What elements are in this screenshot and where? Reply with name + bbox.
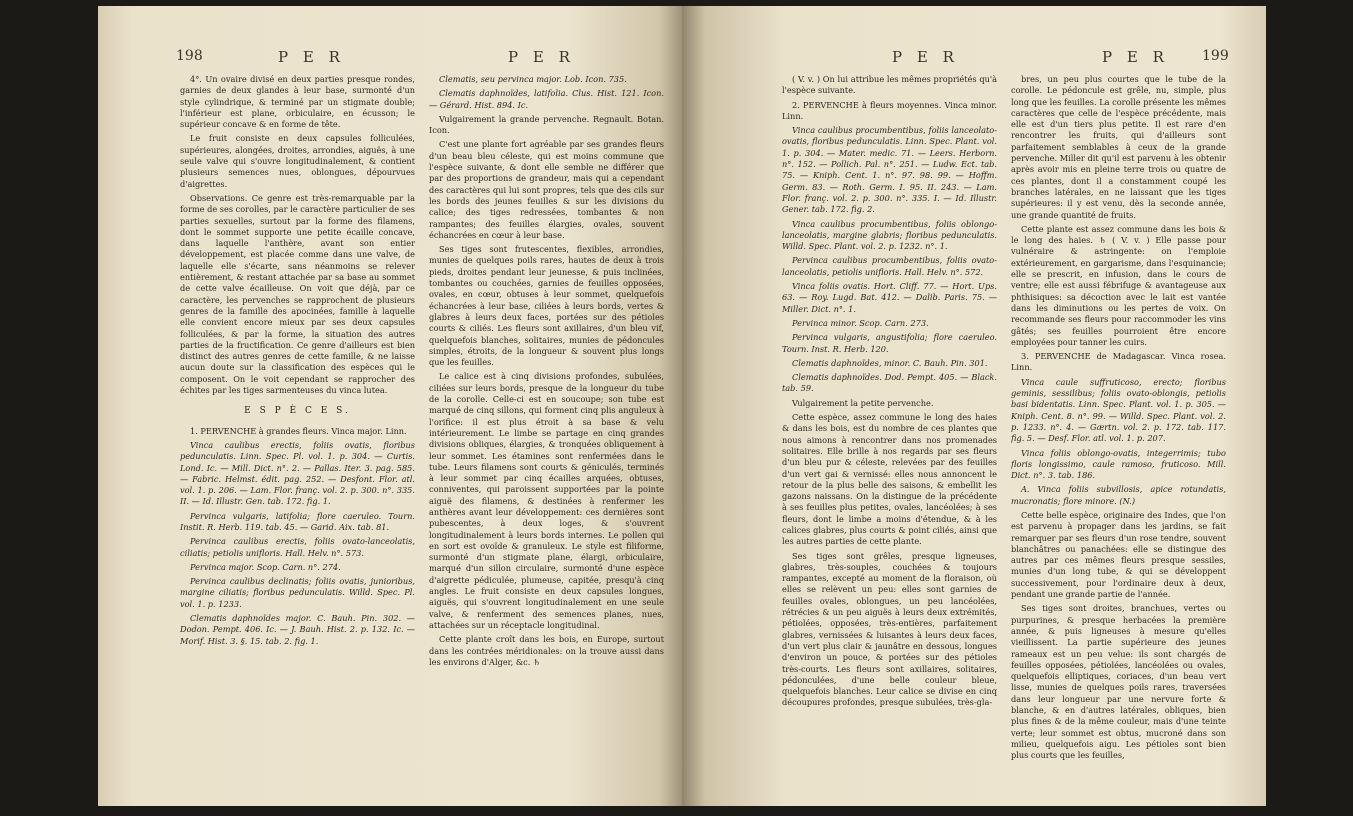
paragraph: Clematis daphnoïdes, latifolia. Clus. Hist. 121. Icon. — Gérard. Hist. 894. Ic. — [429, 88, 664, 110]
running-head-right-word-r: P E R — [1102, 48, 1169, 66]
paragraph: ( V. v. ) On lui attribue les mêmes propriétés qu'à l'espèce suivante. — [782, 74, 997, 96]
paragraph: Pervinca caulibus erectis, foliis ovato-lanceolatis, ciliatis; petiolis unifloris. Hall. Helv. n°. 573. — [180, 536, 415, 558]
paragraph: 3. PERVENCHE de Madagascar. Vinca rosea. Linn. — [1011, 351, 1226, 373]
paragraph: Cette plante croît dans les bois, en Europe, surtout dans les contrées méridionales: on la trouve aussi dans les environs d'Alger, &c. ♄ — [429, 634, 664, 667]
right-column-2 — [1011, 74, 1226, 774]
paragraph: Pervinca vulgaris, angustifolia; flore caeruleo. Tourn. Inst. R. Herb. 120. — [782, 332, 997, 354]
left-column-1 — [180, 74, 415, 774]
running-head-right — [682, 48, 1266, 68]
paragraph: Clematis daphnoïdes, minor. C. Bauh. Pin. 301. — [792, 357, 988, 368]
paragraph: A. Vinca foliis subvillosis, apice rotundatis, mucronatis; flore minore. (N.) — [1011, 484, 1226, 506]
running-head-left — [98, 48, 682, 68]
paragraph: 1. PERVENCHE à grandes fleurs. Vinca major. Linn. — [190, 425, 407, 436]
book-spread — [98, 6, 1266, 806]
paragraph: Clematis, seu pervinca major. Lob. Icon. 735. — [439, 74, 627, 84]
paragraph: C'est une plante fort agréable par ses grandes fleurs d'un beau bleu céleste, qui est moins commune que l'espèce suivante, & dont elle semble ne différer que par des proportions de grandeur, mais qui a cependant des caractères qui lui sont propres, tels que des cils sur les bords des jeunes feuilles & sur les divisions du calice; des tiges redressées, tombantes & non rampantes; des feuilles élargies, ovales, souvent échancrées en cœur à leur base. — [429, 139, 664, 240]
paragraph: Vinca caulibus procumbentibus, foliis oblongo-lanceolatis, margine glabris; floribus pedunculatis. Willd. Spec. Plant. vol. 2. p. 1232. n°. 1. — [782, 218, 997, 252]
paragraph: Cette belle espèce, originaire des Indes, que l'on est parvenu à propager dans les jardins, se fait remarquer par ses fleurs d'un rose tendre, souvent blanchâtres ou panachées: elle se distingue des autres par ces mêmes fleurs presque sessiles, munies d'un long tube, & qui se développent successivement, pour l'ordinaire deux à deux, pendant une grande partie de l'année. — [1011, 509, 1226, 600]
paragraph: Le calice est à cinq divisions profondes, subulées, ciliées sur leurs bords, presque de la longueur du tube de la corolle. Celle-ci est en soucoupe; son tube est marqué de cinq sillons, qui forment cinq plis anguleux à l'orifice: il est plus étroit à sa base & velu intérieurement. Le limbe se partage en cinq grandes divisions obliques, élargies, & tronquées obliquement à leur sommet. Les étamines sont renfermées dans le tube. Leurs filamens sont courts & géniculés, terminés à leur sommet par cinq écailles arquées, obtuses, conniventes, qui paroissent supportées par la pointe aiguë des filamens, & destinées à renfermer les anthères avant leur développement: ces dernières sont pubescentes, à deux loges, & s'ouvrent longitudinalement à leurs bords internes. Le pollen qui en sort est ovoïde & granuleux. Le style est filiforme, surmonté d'un stigmate plane, élargi, orbiculaire, marqué d'un sillon circulaire, surmonté d'une espèce d'aigrette pédiculée, plumeuse, capitée, presqu'à cinq angles. Le fruit consiste en deux capsules longues, aiguës, qui s'ouvrent longitudinalement en une seule valve, & renferment des semences planes, nues, attachées sur un réceptacle longitudinal. — [429, 371, 664, 630]
right-page — [682, 6, 1266, 806]
paragraph: Ses tiges sont frutescentes, flexibles, arrondies, munies de quelques poils rares, hautes de deux à trois pieds, droites pendant leur jeunesse, & puis inclinées, tombantes ou couchées, garnies de feuilles opposées, ovales, en cœur, obtuses à leur sommet, quelquefois échancrées à leur base, ciliées à leurs bords, vertes & glabres à leurs deux faces, portées sur des pétioles courts & ciliés. Les fleurs sont axillaires, d'un bleu vif, quelquefois blanches, solitaires, munies de pédoncules simples, étroits, de la longueur & souvent plus longs que les feuilles. — [429, 244, 664, 368]
running-head-left-word: P E R — [278, 48, 345, 66]
paragraph: Pervinca vulgaris, latifolia; flore caeruleo. Tourn. Instit. R. Herb. 119. tab. 45. — Garid. Aix. tab. 81. — [180, 510, 415, 532]
paragraph: Le fruit consiste en deux capsules folliculées, supérieures, alongées, droites, arrondies, aiguës, à une seule valve qui s'ouvre longitudinalement, & contient plusieurs semences nues, oblongues, dépourvues d'aigrettes. — [180, 133, 415, 189]
paragraph: Pervinca minor. Scop. Carn. 273. — [792, 317, 929, 328]
paragraph: Pervinca caulibus procumbentibus, foliis ovato-lanceolatis, petiolis unifloris. Hall. Helv. n°. 572. — [782, 255, 997, 277]
paragraph: Observations. Ce genre est très-remarquable par la forme de ses corolles, par le caractère particulier de ses parties sexuelles, surtout par la forme des filamens, dont le sommet supporte une petite écaille concave, dans laquelle l'anthère, avant son entier développement, est placée comme dans une valve, de laquelle elle s'écarte, sans néanmoins se relever entièrement, & restant attachée par sa base au sommet de cette valve écailleuse. On voit que déjà, par ce caractère, les pervenches se rapprochent de plusieurs genres de la famille des apocinées, famille à laquelle elle convient encore mieux par ses deux capsules folliculées, & par la forme, la situation des autres parties de la fructification. Ce genre d'ailleurs est bien distinct des autres genres de cette famille, & ne laisse aucun doute sur la classification des espèces qui le composent. On le voit cependant se rapprocher des échites par les tiges sarmenteuses du vinca lutea. — [180, 192, 415, 396]
paragraph: Ses tiges sont grêles, presque ligneuses, glabres, très-souples, couchées & toujours rampantes, excepté au moment de la floraison, où elles se relèvent un peu: elles sont garnies de feuilles ovales, oblongues, un peu lancéolées, rétrécies & un peu aiguës à leurs deux extrémités, pétiolées, opposées, très-entières, parfaitement glabres, vernissées & luisantes à leurs deux faces, d'un vert plus clair & jaunâtre en dessous, longues d'environ un pouce, & portées sur des pétioles très-courts. Les fleurs sont axillaires, solitaires, pédonculées, d'une belle couleur bleue, quelquefois blanches. Leur calice se divise en cinq découpures profondes, presque subulées, très-gla- — [782, 550, 997, 708]
paragraph: Pervinca caulibus declinatis; foliis ovatis, junioribus, margine ciliatis; floribus pedunculatis. Willd. Spec. Pl. vol. 1. p. 1233. — [180, 576, 415, 609]
paragraph: Vulgairement la petite pervenche. — [792, 397, 934, 408]
paragraph: Vinca caulibus erectis, foliis ovatis, floribus pedunculatis. Linn. Spec. Pl. vol. 1. p. 304. — Curtis. Lond. Ic. — Mill. Dict. n°. 2. — Pallas. Iter. 3. pag. 585. — Fabric. Helmst. édit. pag. 252. — Desfont. Flor. atl. vol. 1. p. 206. — Lam. Flor. franç. vol. 2. p. 300. n°. 335. II. — Id. Illustr. Gen. tab. 172. fig. 1. — [180, 439, 415, 507]
paragraph: Vinca caule suffruticoso, erecto; floribus geminis, sessilibus; foliis ovato-oblongis, petiolis basi bidentatis. Linn. Spec. Plant. vol. 1. p. 305. — Kniph. Cent. 8. n°. 99. — Willd. Spec. Plant. vol. 2. p. 1233. n°. 4. — Gærtn. vol. 2. p. 172. tab. 117. fig. 5. — Desf. Flor. atl. vol. 1. p. 207. — [1011, 376, 1226, 444]
running-head-right-word: P E R — [508, 48, 575, 66]
paragraph: Vinca caulibus procumbentibus, foliis lanceolato-ovatis, floribus pedunculatis. Linn. Spec. Plant. vol. 1. p. 304. — Mater. medic. 71. — Leers. Herborn. n°. 152. — Pollich. Pal. n°. 251. — Ludw. Ect. tab. 75. — Kniph. Cent. 1. n°. 97. 98. 99. — Hoffm. Germ. 83. — Roth. Germ. I. 95. II. 243. — Lam. Flor. franç. vol. 2. p. 300. n°. 335. I. — Id. Illustr. Gener. tab. 172. fig. 2. — [782, 125, 997, 215]
paragraph: 2. PERVENCHE à fleurs moyennes. Vinca minor. Linn. — [782, 99, 997, 121]
paragraph: Clematis daphnoïdes major. C. Bauh. Pin. 302. — Dodon. Pempt. 406. Ic. — J. Bauh. Hist. 2. p. 132. Ic. — Morif. Hist. 3. §. 15. tab. 2. fig. 1. — [180, 613, 415, 646]
paragraph: Ses tiges sont droites, branchues, vertes ou purpurines, & presque herbacées la première année, & puis ligneuses à mesure qu'elles vieillissent. La partie supérieure des jeunes rameaux est un peu velue: ils sont chargés de feuilles opposées, pétiolées, lancéolées ou ovales, quelquefois elliptiques, coriaces, d'un beau vert lisse, munies de quelques poils rares, traversées dans leur longueur par une nervure forte & blanche, & en d'autres latérales, obliques, bien plus fines & de la même couleur, mais d'une teinte verte; leur sommet est obtus, mucroné dans son milieu, quelquefois aigu. Les pétioles sont bien plus courts que les feuilles, — [1011, 603, 1226, 761]
paragraph: Cette plante est assez commune dans les bois & le long des haies. ♄ ( V. v. ) Elle passe pour vulnéraire & astringente: on l'emploie extérieurement, en gargarisme, dans l'esquinancie; elle se prescrit, en infusion, dans le cours de ventre; elle est aussi fébrifuge & avantageuse aux phthisiques: sa décoction avec le lait est vantée dans les diminutions ou les pertes de voix. On recommande ses fleurs pour raccommoder les vins gâtés; ses feuilles pourroient être encore employées pour tanner les cuirs. — [1011, 223, 1226, 347]
right-column-1 — [782, 74, 997, 774]
section-heading: E S P È C E S. — [244, 406, 351, 417]
running-head-left-word-r: P E R — [892, 48, 959, 66]
right-page-columns — [782, 74, 1226, 774]
paragraph: Clematis daphnoïdes. Dod. Pempt. 405. — Black. tab. 59. — [782, 372, 997, 394]
paragraph: Cette espèce, assez commune le long des haies & dans les bois, est du nombre de ces plantes que nous aimons à rencontrer dans nos promenades solitaires. Elle brille à nos regards par ses fleurs d'un bleu pur & céleste, relevées par des feuilles d'un vert gai & vernissé: elles nous annoncent le retour de la plus belle des saisons, & embellit les gazons naissans. On la distingue de la précédente à ses feuilles plus petites, ovales, lancéolées; à ses fleurs, dont le limbe a moins d'étendue, & à les calices glabres, plus courts & point ciliés, ainsi que les autres parties de cette plante. — [782, 412, 997, 547]
paragraph: Pervinca major. Scop. Carn. n°. 274. — [190, 561, 341, 572]
left-page-columns — [180, 74, 664, 774]
left-page — [98, 6, 682, 806]
paragraph: Vulgairement la grande pervenche. Regnault. Botan. Icon. — [429, 113, 664, 136]
paragraph: Vinca foliis oblongo-ovatis, integerrimis; tubo floris longissimo, caule ramoso, fruticoso. Mill. Dict. n°. 3. tab. 186. — [1011, 447, 1226, 481]
page-number-left: 198 — [176, 48, 203, 64]
paragraph: bres, un peu plus courtes que le tube de la corolle. Le pédoncule est grêle, nu, simple, plus long que les feuilles. La corolle présente les mêmes caractères que celle de l'espèce précédente, mais elle est d'un tiers plus petite. Il est rare d'en rencontrer les fruits, qui d'ailleurs sont parfaitement semblables à ceux de la grande pervenche. Miller dit qu'il est parvenu à les obtenir après avoir mis en pleine terre trois ou quatre de ces plantes, dont il a constamment coupé les branches latérales, en ne laissant que les tiges supérieures: il y est venu, dès la seconde année, une grande quantité de fruits. — [1011, 74, 1226, 220]
paragraph: Vinca foliis ovatis. Hort. Cliff. 77. — Hort. Ups. 63. — Roy. Lugd. Bat. 412. — Dalib. Paris. 75. — Miller. Dict. n°. 1. — [782, 281, 997, 314]
paragraph: 4°. Un ovaire divisé en deux parties presque rondes, garnies de deux glandes à leur base, surmonté d'un style cylindrique, & terminé par un stigmate double; l'inférieur est plane, orbiculaire, en écusson; le supérieur concave & en forme de tête. — [180, 74, 415, 130]
page-number-right: 199 — [1202, 48, 1229, 64]
left-column-2 — [429, 74, 664, 774]
